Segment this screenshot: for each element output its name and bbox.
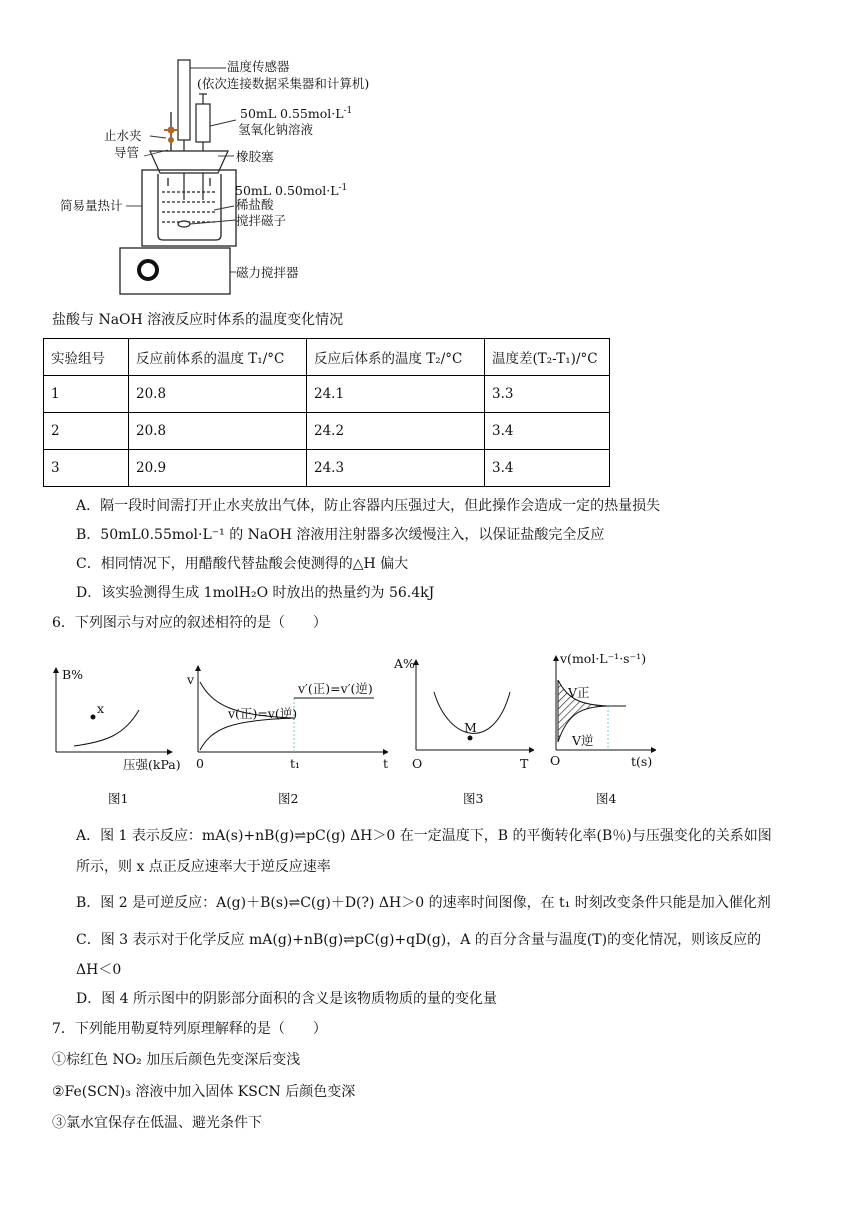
stirrer-label: 磁力搅拌器 (236, 265, 299, 280)
q7-item-1: ①棕红色 NO₂ 加压后颜色先变深后变浅 (52, 1052, 301, 1068)
table-header-cell: 反应后体系的温度 T₂/°C (307, 339, 485, 376)
fig2-origin: 0 (196, 756, 204, 771)
q5-option-b: B．50mL0.55mol·L⁻¹ 的 NaOH 溶液用注射器多次缓慢注入，以保证盐酸完全反应 (76, 527, 605, 543)
table-cell: 20.9 (129, 450, 307, 487)
q5-option-a: A．隔一段时间需打开止水夹放出气体，防止容器内压强过大，但此操作会造成一定的热量损失 (76, 498, 661, 514)
table-cell: 24.2 (307, 413, 485, 450)
tube-label: 导管 (114, 145, 140, 160)
stir-bar (178, 221, 190, 227)
table-header-cell: 反应前体系的温度 T₁/°C (129, 339, 307, 376)
hcl-concentration-label: 50mL $0.50mol\cdot L^{-1}$ (235, 183, 348, 199)
fig2-caption: 图2 (278, 791, 299, 806)
q6-option-b: B．图 2 是可逆反应：A(g)＋B(s)⇌C(g)＋D(?) ΔH＞0 的速率时间图像，在 t₁ 时刻改变条件只能是加入催化剂 (76, 895, 771, 911)
table-cell: 1 (44, 376, 129, 413)
fig4-caption: 图4 (596, 791, 617, 806)
temperature-data-table (43, 338, 610, 487)
fig4-reverse-label: V逆 (572, 733, 594, 748)
hcl-name-label: 稀盐酸 (236, 197, 274, 212)
syringe (196, 94, 210, 200)
q7-stem: 7．下列能用勒夏特列原理解释的是（ ） (52, 1021, 327, 1037)
table-cell: 3.4 (485, 413, 610, 450)
fig4-ylabel: v(mol·L⁻¹·s⁻¹) (560, 651, 647, 666)
fig2-label-after: v′(正)=v′(逆) (298, 681, 373, 696)
fig1-ylabel: B% (62, 667, 84, 682)
sensor-label: 温度传感器 (227, 59, 290, 74)
q7-item-2: ②Fe(SCN)₃ 溶液中加入固体 KSCN 后颜色变深 (52, 1084, 356, 1100)
sensor-note-label: (依次连接数据采集器和计算机) (197, 76, 370, 91)
figure-3 (404, 652, 534, 762)
naoh-name-label: 氢氧化钠溶液 (238, 122, 314, 137)
fig3-point-label: M (464, 720, 477, 735)
fig3-xlabel: T (520, 756, 529, 771)
table-caption: 盐酸与 NaOH 溶液反应时体系的温度变化情况 (52, 312, 344, 328)
table-row (44, 450, 610, 487)
fig1-curve (74, 710, 139, 746)
clamp-label: 止水夹 (104, 128, 142, 143)
table-row (44, 376, 610, 413)
table-cell: 24.3 (307, 450, 485, 487)
fig1-point-label: x (97, 701, 105, 716)
q5-option-d: D．该实验测得生成 1molH₂O 时放出的热量约为 56.4kJ (76, 585, 435, 601)
q6-option-c-line1: C．图 3 表示对于化学反应 mA(g)+nB(g)⇌pC(g)+qD(g)，A 的百分含量与温度(T)的变化情况，则该反应的 (76, 932, 762, 948)
fig1-xlabel: 压强(kPa) (123, 757, 181, 772)
q6-option-a-line2: 所示，则 x 点正反应速率大于逆反应速率 (76, 859, 331, 875)
fig3-ylabel: A% (394, 656, 415, 671)
stopper-label: 橡胶塞 (236, 149, 274, 164)
stir-bar-label: 搅拌磁子 (236, 213, 287, 228)
table-header-row (44, 339, 610, 376)
calorimeter-label: 简易量热计 (60, 198, 123, 213)
table-cell: 2 (44, 413, 129, 450)
q6-option-d: D．图 4 所示图中的阴影部分面积的含义是该物质物质的量的变化量 (76, 991, 498, 1007)
naoh-concentration-label: 50mL $0.55mol\cdot L^{-1}$ (240, 106, 353, 122)
magnetic-stirrer (120, 248, 230, 294)
q6-stem: 6．下列图示与对应的叙述相符的是（ ） (52, 615, 327, 631)
fig1-point-x (91, 715, 96, 720)
table-cell: 3.3 (485, 376, 610, 413)
table-cell: 24.1 (307, 376, 485, 413)
fig2-t: t (383, 756, 389, 771)
fig4-forward-label: V正 (568, 685, 590, 700)
q6-option-a-line1: A．图 1 表示反应：mA(s)+nB(g)⇌pC(g) ΔH＞0 在一定温度下，B 的平衡转化率(B％)与压强变化的关系如图 (76, 828, 772, 844)
fig2-t1: t₁ (290, 756, 301, 771)
table-cell: 20.8 (129, 376, 307, 413)
table-header-cell: 温度差(T₂-T₁)/°C (485, 339, 610, 376)
q5-option-c: C．相同情况下，用醋酸代替盐酸会使测得的△H 偏大 (76, 556, 409, 572)
fig3-origin: O (412, 756, 423, 771)
table-row (44, 413, 610, 450)
fig4-origin: O (550, 753, 561, 768)
q7-item-3: ③氯水宜保存在低温、避光条件下 (52, 1115, 262, 1131)
table-header-cell: 实验组号 (44, 339, 129, 376)
table-cell: 3 (44, 450, 129, 487)
clamp (164, 112, 178, 152)
fig2-ylabel: v (187, 672, 195, 687)
table-cell: 3.4 (485, 450, 610, 487)
table-cell: 20.8 (129, 413, 307, 450)
fig3-caption: 图3 (463, 791, 484, 806)
fig2-label-before: v(正)=v(逆) (228, 706, 298, 721)
temperature-sensor (178, 60, 190, 200)
fig4-xlabel: t(s) (631, 754, 653, 769)
fig1-caption: 图1 (108, 791, 129, 806)
q6-option-c-line2: ΔH＜0 (76, 962, 122, 978)
